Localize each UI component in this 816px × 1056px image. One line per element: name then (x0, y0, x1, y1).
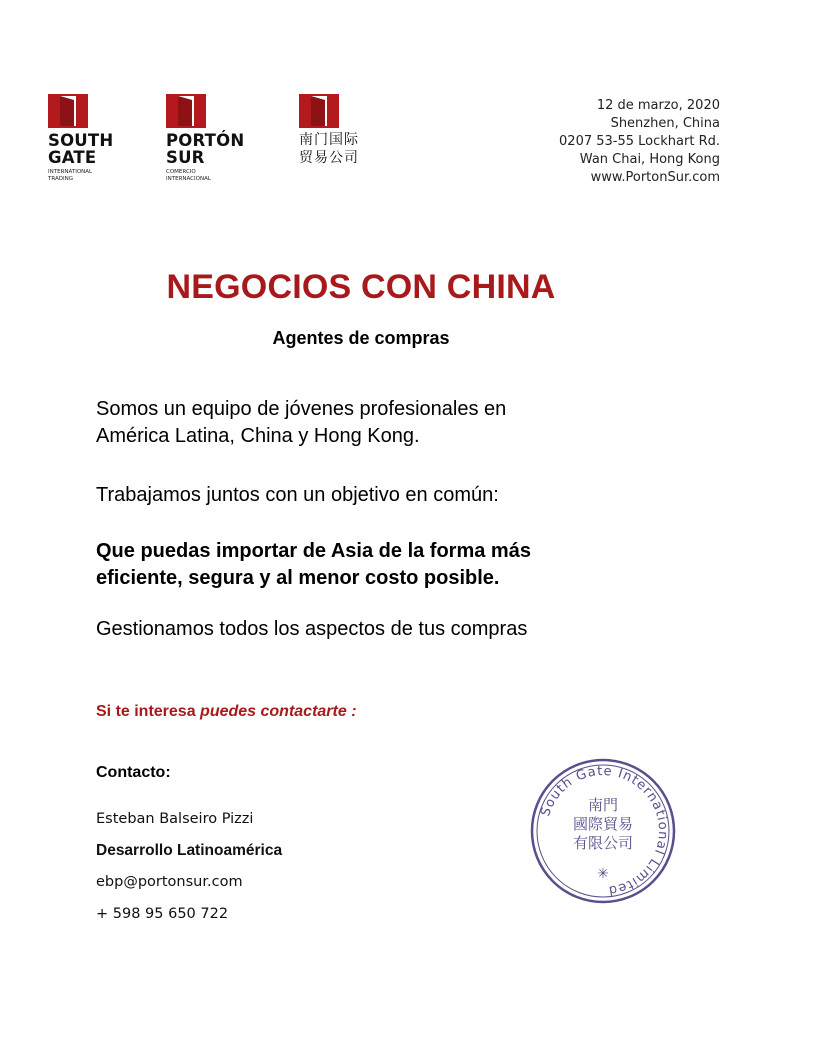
logo-chinese-name: 南门国际 贸易公司 (299, 132, 359, 166)
letter-date: 12 de marzo, 2020 (596, 98, 720, 113)
door-logo-icon (299, 94, 339, 128)
contact-role: Desarrollo Latinoamérica (96, 842, 283, 859)
seal-text-line: 南門 (587, 796, 619, 814)
seal-text-line: 有限公司 (572, 834, 634, 852)
contact-email[interactable]: ebp@portonsur.com (96, 874, 243, 890)
logo-name: PORTÓN SUR (166, 131, 245, 167)
logo-subtitle: INTERNATIONAL TRADING (48, 169, 93, 182)
address-street: 0207 53-55 Lockhart Rd. (559, 134, 720, 149)
door-logo-icon (48, 94, 88, 128)
letterhead-address (559, 97, 720, 187)
door-logo-icon (166, 94, 206, 128)
contact-heading: Contacto: (96, 764, 171, 781)
logo-subtitle: COMERCIO INTERNACIONAL (166, 169, 211, 182)
contact-invitation: Si te interesa puedes contactarte : (96, 703, 357, 720)
page-subtitle: Agentes de compras (272, 328, 450, 348)
address-district: Wan Chai, Hong Kong (579, 152, 720, 167)
intro-paragraph: Somos un equipo de jóvenes profesionales en América Latina, China y Hong Kong. (96, 398, 507, 447)
south-gate-logo (48, 94, 113, 183)
svg-text:South Gate International Limit: South Gate International Limited (538, 763, 671, 898)
page-title: NEGOCIOS CON CHINA (166, 268, 556, 306)
seal-text-line: 國際貿易 (572, 815, 634, 833)
mission-paragraph: Que puedas importar de Asia de la forma más eficiente, segura y al menor costo posible. (96, 540, 531, 589)
website-link[interactable]: www.PortonSur.com (590, 170, 720, 185)
contact-phone[interactable]: + 598 95 650 722 (96, 906, 229, 922)
contact-name: Esteban Balseiro Pizzi (96, 811, 254, 827)
services-paragraph: Gestionamos todos los aspectos de tus compras (96, 618, 528, 640)
company-seal-stamp (530, 758, 676, 904)
address-city: Shenzhen, China (610, 116, 720, 131)
logo-name: SOUTH GATE (48, 131, 114, 167)
objective-paragraph: Trabajamos juntos con un objetivo en común: (96, 484, 499, 506)
porton-sur-logo (166, 94, 244, 183)
seal-star-icon: ✳ (597, 866, 609, 882)
chinese-company-logo (299, 94, 359, 167)
